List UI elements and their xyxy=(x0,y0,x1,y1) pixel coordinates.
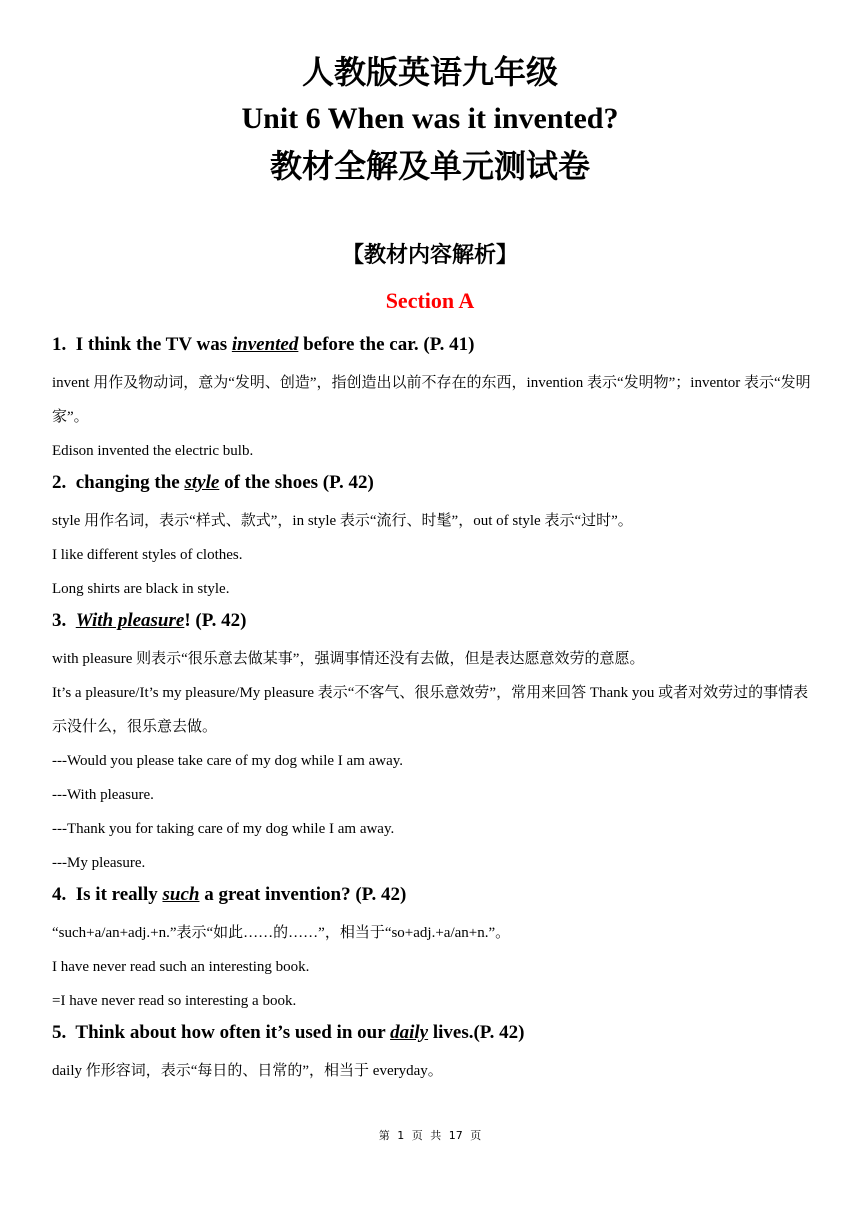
item-heading xyxy=(52,883,812,907)
footer-label-page: 第 xyxy=(378,1129,390,1142)
item-heading-post: before the car. (P. 41) xyxy=(298,334,475,355)
item-3 xyxy=(52,609,812,880)
item-keyword: style xyxy=(184,472,220,493)
item-heading-post: of the shoes (P. 42) xyxy=(219,472,374,493)
dialogue-line: ---Thank you for taking care of my dog while I am away. xyxy=(52,821,395,837)
footer-total-pages: 17 xyxy=(448,1129,463,1142)
item-keyword: With pleasure xyxy=(75,610,185,631)
item-2 xyxy=(52,471,812,606)
item-4 xyxy=(52,883,812,1018)
item-heading-pre: I think the TV was xyxy=(75,334,232,355)
footer-label-total: 共 xyxy=(430,1129,442,1142)
explanation: invent 用作及物动词，意为“发明、创造”，指创造出以前不存在的东西，invention 表示“发明物”；inventor 表示“发明家”。 xyxy=(52,375,811,425)
item-keyword: daily xyxy=(390,1022,429,1043)
example-sentence: I have never read such an interesting book. xyxy=(52,959,310,975)
item-number: 5. xyxy=(52,1022,67,1043)
item-1 xyxy=(52,333,812,468)
item-number: 3. xyxy=(52,610,67,631)
unit-title: Unit 6 When was it invented? xyxy=(241,102,619,135)
page-footer xyxy=(0,1128,860,1144)
item-heading xyxy=(52,609,812,633)
document-subtitle: 教材全解及单元测试卷 xyxy=(269,148,590,184)
example-sentence: Long shirts are black in style. xyxy=(52,581,230,597)
item-5 xyxy=(52,1021,812,1088)
explanation: daily 作形容词，表示“每日的、日常的”，相当于 everyday。 xyxy=(52,1063,443,1079)
example-sentence: Edison invented the electric bulb. xyxy=(52,443,254,459)
explanation: style 用作名词，表示“样式、款式”，in style 表示“流行、时髦”，out of style 表示“过时”。 xyxy=(52,513,633,529)
item-keyword: invented xyxy=(231,334,299,355)
analysis-heading: 【教材内容解析】 xyxy=(341,242,518,268)
item-heading-pre: Is it really xyxy=(75,884,163,905)
item-heading xyxy=(52,471,812,495)
item-heading-pre: changing the xyxy=(75,472,185,493)
item-heading-pre: Think about how often it’s used in our xyxy=(75,1022,391,1043)
dialogue-line: ---With pleasure. xyxy=(52,787,154,803)
item-heading-post: a great invention? (P. 42) xyxy=(199,884,407,905)
section-heading: Section A xyxy=(385,288,475,313)
item-number: 2. xyxy=(52,472,67,493)
document-title-cn: 人教版英语九年级 xyxy=(301,54,558,90)
example-sentence: =I have never read so interesting a book. xyxy=(52,993,297,1009)
explanation: It’s a pleasure/It’s my pleasure/My pleasure 表示“不客气、很乐意效劳”，常用来回答 Thank you 或者对效劳过的事情表示没什么，很乐意去做。 xyxy=(52,685,809,735)
item-number: 4. xyxy=(52,884,67,905)
item-number: 1. xyxy=(52,334,67,355)
dialogue-line: ---My pleasure. xyxy=(52,855,146,871)
item-heading-post: lives.(P. 42) xyxy=(428,1022,525,1043)
explanation: “such+a/an+adj.+n.”表示“如此……的……”，相当于“so+adj.+a/an+n.”。 xyxy=(52,925,511,941)
footer-label-ye: 页 xyxy=(470,1129,482,1142)
content-body xyxy=(52,330,812,1088)
footer-label-ye: 页 xyxy=(411,1129,423,1142)
item-heading xyxy=(52,1021,812,1045)
item-heading xyxy=(52,333,812,357)
item-keyword: such xyxy=(162,884,200,905)
footer-page-number: 1 xyxy=(397,1129,405,1142)
dialogue-line: ---Would you please take care of my dog while I am away. xyxy=(52,753,404,769)
item-heading-post: ! (P. 42) xyxy=(184,610,247,631)
example-sentence: I like different styles of clothes. xyxy=(52,547,243,563)
explanation: with pleasure 则表示“很乐意去做某事”，强调事情还没有去做，但是表达愿意效劳的意愿。 xyxy=(52,651,645,667)
